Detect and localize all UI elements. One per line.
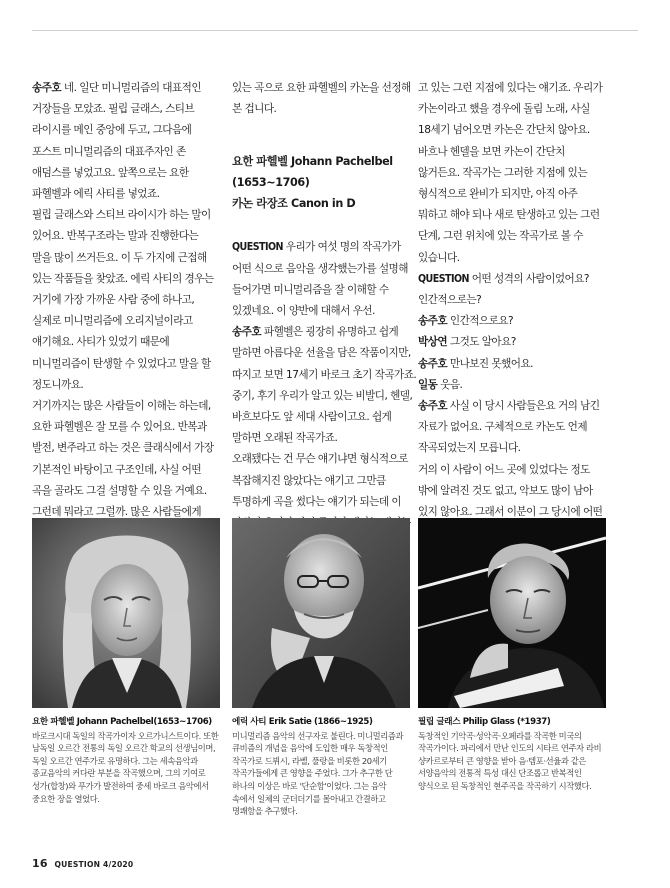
body-text: 고 있는 그런 지점에 있다는 얘기죠. 우리가 카논이라고 했을 경우에 돌림 노래, 사실 18세기 넘어오면 카논은 간단치 않아요. 바흐나 헨델을 보면 카논이 간단치 않거든요. 작곡가는 그러한 지점에 있는 형식적으로 완비가 되지만, 아직 아주 뭐하고 해야 되나 새로 탄생하고 있는 그런 단계, 그런 위치에 있는 작곡가로 볼 수 있습니다.: [418, 82, 603, 264]
text-column-2-top: [232, 78, 420, 120]
paragraph: [418, 269, 608, 311]
body-text: 있는 곡으로 요한 파헬벨의 카논을 선정해 본 겁니다.: [232, 82, 411, 116]
question-label: QUESTION: [418, 272, 469, 285]
section-heading-line-3: 카논 라장조 Canon in D: [232, 197, 356, 211]
section-heading-line-2: (1653~1706): [232, 176, 310, 190]
speaker-name: 송주호: [232, 326, 262, 339]
page-number: 16: [32, 857, 48, 870]
text-column-3: [418, 78, 608, 544]
paragraph: [32, 205, 220, 396]
caption-pachelbel: [32, 716, 220, 805]
paragraph: [32, 78, 220, 205]
caption-satie: [232, 716, 410, 818]
top-divider: [32, 30, 638, 31]
speaker-name: 일동: [418, 378, 438, 391]
body-text: 거기까지는 많은 사람들이 이해는 하는데, 요한 파헬벨은 잘 모를 수 있어요. 반복과 발전, 변주라고 하는 것은 클래식에서 가장 기본적인 바탕이고 구조인데, 사실 어떤 곡을 골라도 그걸 설명할 수 있을 거예요. 그런데 뭐라고 그럴까. 많은 사람들에게: [32, 400, 214, 519]
body-text: 웃음.: [437, 378, 463, 391]
speaker-name: 박상연: [418, 336, 448, 349]
body-text: 우리가 여섯 명의 작곡가가 어떤 식으로 음악을 생각했는가를 설명해 들어가면 미니멀리즘을 잘 이해할 수 있겠네요. 이 양반에 대해서 우선.: [232, 241, 408, 318]
caption-body: 바로크시대 독일의 작곡가이자 오르가니스트이다. 또한 남독일 오르간 전통의 독일 오르간 학교의 선생님이며, 독일 오르간 연주가로 유명하다. 그는 세속음악과 종교음악의 커다란 부분을 작곡했으며, 그의 기여로 성가(합창)와 푸가가 발전하여 중세 바로크 음악에서 중요한 장을 열었다.: [32, 730, 219, 804]
paragraph: [418, 354, 608, 375]
text-column-2: [232, 78, 420, 555]
paragraph: [418, 332, 608, 353]
paragraph: [418, 375, 608, 396]
caption-glass: [418, 716, 606, 793]
question-label: QUESTION: [232, 241, 283, 254]
section-heading: [232, 151, 420, 214]
body-text: 사실 이 당시 사람들은요 거의 남긴 자료가 없어요. 구체적으로 카논도 언제 작곡되었는지 모릅니다.: [418, 400, 600, 455]
speaker-name: 송주호: [418, 400, 448, 413]
speaker-name: 송주호: [418, 357, 448, 370]
paragraph: [418, 311, 608, 332]
paragraph: [418, 78, 608, 269]
portrait-satie-image: [232, 518, 410, 708]
body-text: 그것도 알아요?: [447, 336, 516, 349]
body-text: 파헬벨은 굉장히 유명하고 쉽게 말하면 아름다운 선율을 담은 작품이지만, 따지고 보면 17세기 바로크 초기 작곡가죠. 중기, 후기 우리가 알고 있는 비발디, 헨델, 바흐보다도 앞 세대 사람이고요. 쉽게 말하면 오래된 작곡가죠.: [232, 326, 417, 445]
body-text: 거의 이 사람이 어느 곳에 있었다는 정도 밖에 알려진 것도 없고, 악보도 많이 남아 있지 않아요. 그래서 이분이 그 당시에 어떤: [418, 463, 603, 519]
paragraph: [418, 396, 608, 460]
caption-title: 필립 글래스 Philip Glass (*1937): [418, 717, 551, 727]
caption-body: 미니멀리즘 음악의 선구자로 불린다. 미니멀리즘과 큐비즘의 개념을 음악에 도입한 매우 독창적인 작곡가로 드뷔시, 라벨, 풀랑을 비롯한 20세기 작곡가들에게 큰 영향을 주었다. 그가 추구한 단 하나의 이상은 바로 '단순함'이었다. 그는 음악 속에서 일체의 군더더기를 몰아내고 간결하고 명쾌함을 추구했다.: [232, 730, 404, 817]
caption-body: 독창적인 기악곡·성악곡·오페라를 작곡한 미국의 작곡가이다. 파리에서 만난 인도의 시타르 연주자 라비 샹카르로부터 큰 영향을 받아 음·템포·선율과 같은 서양음악의 전통적 특성 대신 단조롭고 반복적인 양식으로 된 독창적인 현주곡을 작곡하기 시작했다.: [418, 730, 602, 791]
body-text: 네. 일단 미니멀리즘의 대표적인 거장들을 모았죠. 필립 글래스, 스티브 라이시를 메인 중앙에 두고, 그다음에 포스트 미니멀리즘의 대표주자인 존 애덤스를 넣었고요. 앞쪽으로는 요한 파헬벨과 에릭 사티를 넣었죠.: [32, 82, 202, 201]
body-text: 필립 글래스와 스티브 라이시가 하는 말이 있어요. 반복구조라는 말과 진행한다는 말을 많이 쓰거든요. 이 두 가지에 근접해 있는 작품들을 찾았죠. 에릭 사티의 경우는 거기에 가장 가까운 사람 중에 하나고, 실제로 미니멀리즘에 오리지널이라고 얘기해요. 사티가 있었기 때문에 미니멀리즘이 탄생할 수 있었다고 말을 할 정도니까요.: [32, 209, 214, 391]
paragraph: [232, 322, 420, 449]
portrait-glass-image: [418, 518, 606, 708]
paragraph: [232, 78, 420, 120]
speaker-name: 송주호: [418, 315, 448, 328]
magazine-issue: QUESTION 4/2020: [54, 860, 134, 869]
page-footer: [32, 858, 133, 871]
paragraph: [232, 237, 420, 322]
body-text: 만나보진 못했어요.: [447, 357, 533, 370]
caption-title: 에릭 사티 Erik Satie (1866~1925): [232, 717, 373, 727]
text-column-2-bottom: [232, 237, 420, 555]
body-text: 어떤 성격의 사람이었어요? 인간적으로는?: [418, 272, 589, 307]
text-column-1: [32, 78, 220, 544]
body-text: 인간적으로요?: [447, 315, 514, 328]
portrait-pachelbel-image: [32, 518, 220, 708]
caption-title: 요한 파헬벨 Johann Pachelbel(1653~1706): [32, 717, 212, 727]
section-heading-line-1: 요한 파헬벨 Johann Pachelbel: [232, 155, 393, 169]
speaker-name: 송주호: [32, 82, 62, 94]
body-text: 오래됐다는 건 무슨 얘기냐면 형식적으로 복잡해지진 않았다는 얘기고 그만큼 투명하게 곡을 썼다는 얘기가 되는데 이: [232, 453, 408, 508]
